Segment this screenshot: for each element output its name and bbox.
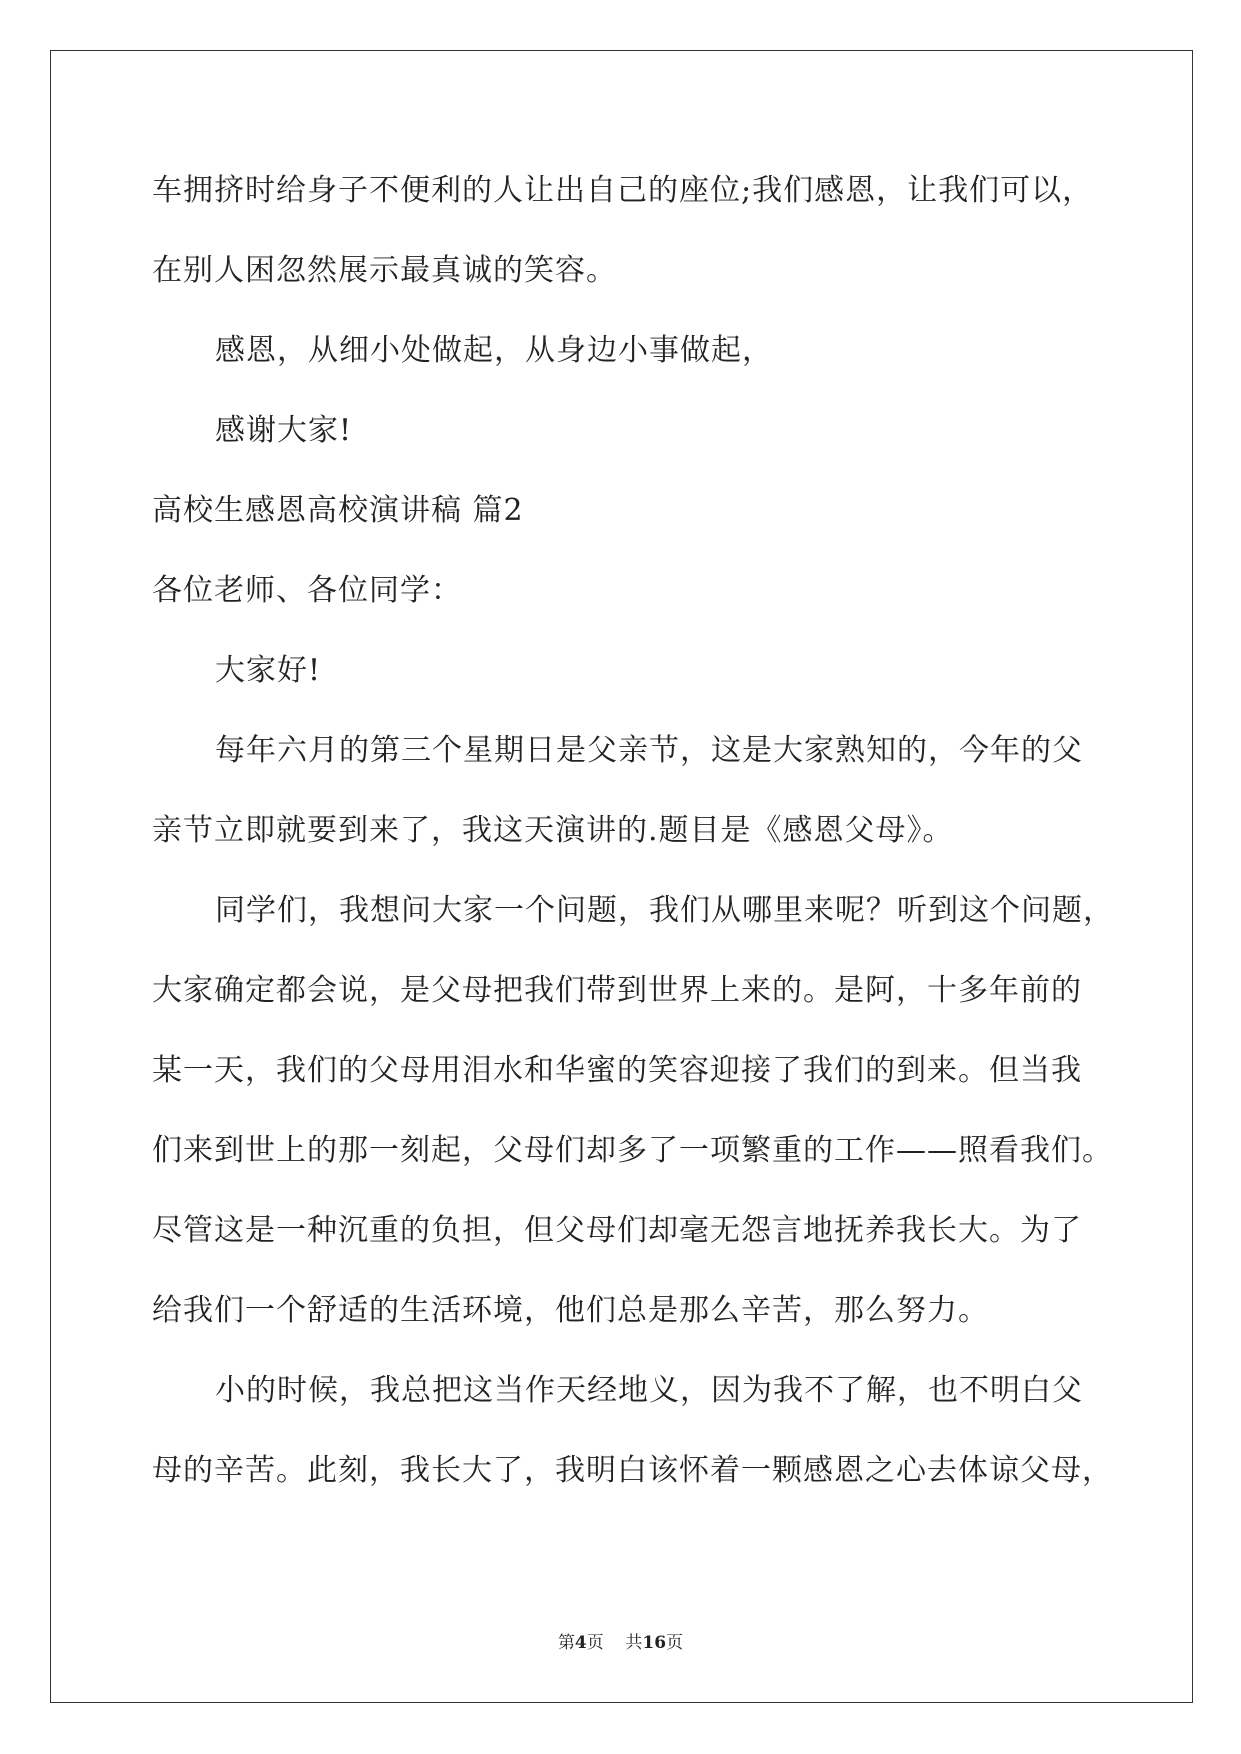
text-line: 车拥挤时给身子不便利的人让出自己的座位;我们感恩，让我们可以， bbox=[152, 173, 1094, 208]
text-line: 在别人困忽然展示最真诚的笑容。 bbox=[152, 253, 617, 288]
text-line: 每年六月的第三个星期日是父亲节，这是大家熟知的，今年的父 bbox=[215, 733, 1083, 768]
text-line: 小的时候，我总把这当作天经地义，因为我不了解，也不明白父 bbox=[215, 1373, 1083, 1408]
page-footer bbox=[0, 1632, 1241, 1654]
salutation: 各位老师、各位同学： bbox=[152, 573, 462, 608]
footer-total-prefix: 共 bbox=[625, 1633, 643, 1653]
footer-page-suffix: 页 bbox=[586, 1633, 604, 1653]
text-line: 亲节立即就要到来了，我这天演讲的.题目是《感恩父母》。 bbox=[152, 813, 954, 848]
text-line: 感谢大家! bbox=[215, 413, 353, 448]
text-line: 给我们一个舒适的生活环境，他们总是那么辛苦，那么努力。 bbox=[152, 1293, 989, 1328]
text-line: 尽管这是一种沉重的负担，但父母们却毫无怨言地抚养我长大。为了 bbox=[152, 1213, 1082, 1248]
text-line: 大家好! bbox=[215, 653, 322, 688]
text-line: 同学们，我想问大家一个问题，我们从哪里来呢？听到这个问题， bbox=[215, 893, 1114, 928]
footer-total-suffix: 页 bbox=[666, 1633, 684, 1653]
footer-prefix: 第 bbox=[557, 1633, 575, 1653]
text-line: 母的辛苦。此刻，我长大了，我明白该怀着一颗感恩之心去体谅父母， bbox=[152, 1453, 1113, 1488]
current-page-number: 4 bbox=[574, 1633, 587, 1653]
total-pages-number: 16 bbox=[642, 1633, 667, 1653]
section-heading: 高校生感恩高校演讲稿 篇2 bbox=[152, 493, 524, 528]
text-line: 某一天，我们的父母用泪水和华蜜的笑容迎接了我们的到来。但当我 bbox=[152, 1053, 1082, 1088]
text-line: 们来到世上的那一刻起，父母们却多了一项繁重的工作——照看我们。 bbox=[152, 1133, 1113, 1168]
text-line: 感恩，从细小处做起，从身边小事做起， bbox=[215, 333, 773, 368]
text-line: 大家确定都会说，是父母把我们带到世界上来的。是阿，十多年前的 bbox=[152, 973, 1082, 1008]
